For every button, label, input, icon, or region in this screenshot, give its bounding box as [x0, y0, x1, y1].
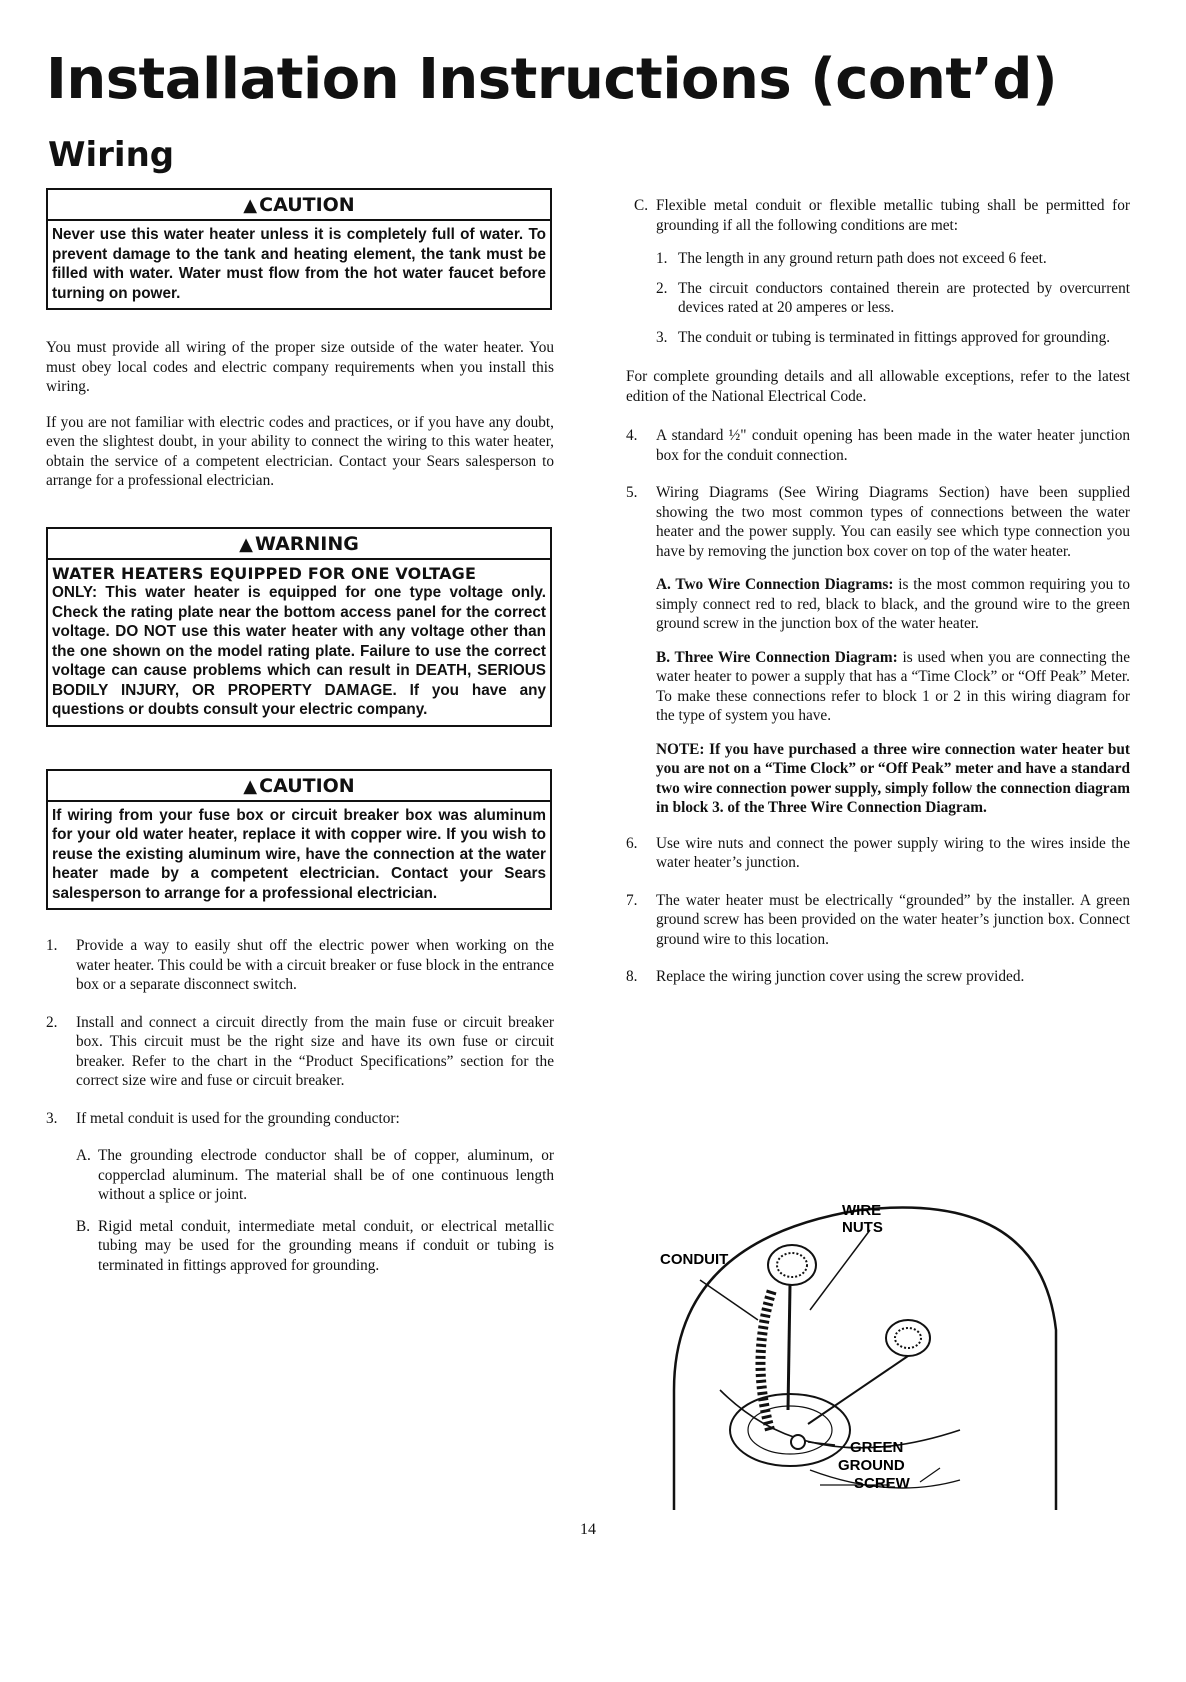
step-5-b-label: B. Three Wire Connection Diagram:: [656, 648, 898, 666]
step-text: Use wire nuts and connect the power supply wiring to the wires inside the water heater’s junction.: [656, 834, 1130, 871]
step-number: 1.: [46, 937, 58, 954]
sub-step-text: The grounding electrode conductor shall be of copper, aluminum, or copperclad aluminum. The material shall be of one continuous length without a splice or joint.: [98, 1147, 554, 1203]
page-number: 14: [580, 1521, 596, 1538]
warning-triangle-icon: ▲: [239, 533, 253, 555]
step-5-a-text: is the most common requiring you to simply connect red to red, black to black, and the ground wire to the green ground screw in the junction box of the water heater.: [656, 576, 1131, 632]
condition-text: The length in any ground return path does not exceed 6 feet.: [678, 250, 1047, 267]
step-6: [626, 834, 1130, 873]
step-text: A standard ½" conduit opening has been made in the water heater junction box for the conduit connection.: [656, 427, 1130, 464]
condition-1: [656, 249, 1130, 269]
warning-box: [46, 527, 552, 727]
grounding-note: For complete grounding details and all allowable exceptions, refer to the latest edition of the National Electrical Code.: [626, 368, 1130, 405]
tank-top-ellipse: [720, 1390, 960, 1448]
sub-step-letter: C.: [634, 197, 649, 214]
caution-heading: [48, 190, 550, 221]
sub-step-text: Flexible metal conduit or flexible metallic tubing shall be permitted for grounding if all the following conditions are met:: [656, 197, 1130, 234]
sub-step-letter: B.: [76, 1217, 91, 1235]
junction-box-inner: [748, 1406, 832, 1454]
step-3-a: [76, 1146, 554, 1205]
wire-nut-icon: [886, 1320, 930, 1356]
caution-heading-label: CAUTION: [259, 194, 355, 216]
step-3-c: [626, 196, 1130, 235]
step-3-b: [76, 1217, 554, 1276]
step-5-a-label: A. Two Wire Connection Diagrams:: [656, 576, 894, 593]
step-number: 6.: [626, 834, 638, 852]
warning-text: ONLY: This water heater is equipped for one type voltage only. Check the rating plate near the bottom access panel for the correct voltage. DO NOT use this water heater with any voltage other than the one shown on the model rating plate. Failure to use the correct voltage can cause problems which can result in DEATH, SERIOUS BODILY INJURY, OR PROPERTY DAMAGE. If you have any questions or doubts consult your electric company.: [52, 584, 546, 718]
step-text: Provide a way to easily shut off the electric power when working on the water heater. This could be with a circuit breaker or fuse block in the entrance box or a separate disconnect switch.: [76, 937, 554, 993]
step-text: The water heater must be electrically “grounded” by the installer. A green ground screw has been provided on the water heater’s junction box. Connect ground wire to this location.: [656, 891, 1130, 948]
step-8: [626, 967, 1130, 987]
wire-nut-icon: [768, 1245, 816, 1285]
caution-box-2: [46, 769, 552, 911]
step-number: 4.: [626, 427, 638, 444]
step-4: [626, 426, 1130, 465]
step-5-b-text: is used when you are connecting the water heater to power a supply that has a “Time Clock” or “Off Peak” Meter. To make these connections refer to block 1 or 2 in this wiring diagram for the type of system you have.: [656, 648, 1130, 724]
right-column: [626, 196, 1130, 987]
step-5: [626, 483, 1130, 561]
warning-heading-label: WARNING: [254, 532, 359, 555]
warning-lead: WATER HEATERS EQUIPPED FOR ONE VOLTAGE: [52, 563, 477, 583]
sub-step-letter: A.: [76, 1147, 91, 1164]
condition-number: 1.: [656, 250, 668, 267]
warning-triangle-icon: ▲: [243, 775, 258, 797]
ground-screw-icon: [791, 1435, 805, 1449]
condition-text: The circuit conductors contained therein are protected by overcurrent devices rated at 20 amperes or less.: [678, 279, 1130, 316]
condition-3: [656, 328, 1130, 348]
page-title: Installation Instructions (cont’d): [46, 47, 1058, 112]
section-title: Wiring: [48, 135, 175, 175]
warning-heading: [48, 529, 550, 560]
step-number: 5.: [626, 484, 638, 501]
step-text: If metal conduit is used for the grounding conductor:: [76, 1109, 400, 1127]
leader-line: [700, 1280, 758, 1320]
step-text: Replace the wiring junction cover using the screw provided.: [656, 968, 1025, 985]
warning-body: [48, 560, 550, 725]
caution-text: Never use this water heater unless it is completely full of water. To prevent damage to the tank and heating element, the tank must be filled with water. Water must flow from the hot water faucet before turning on power.: [52, 226, 546, 302]
figure-label-conduit: CONDUIT: [660, 1251, 729, 1268]
figure-label-ground: GROUND: [838, 1457, 905, 1474]
step-number: 2.: [46, 1013, 58, 1031]
water-heater-illustration: [660, 1180, 1110, 1510]
caution-heading-label: CAUTION: [259, 774, 355, 797]
figure-label-wire: WIRE: [842, 1202, 882, 1219]
caution-heading: [48, 771, 550, 802]
condition-number: 3.: [656, 328, 668, 346]
step-3: [46, 1109, 554, 1129]
warning-triangle-icon: ▲: [243, 195, 258, 216]
caution-text: If wiring from your fuse box or circuit breaker box was aluminum for your old water heater, replace it with copper wire. If you wish to reuse the existing aluminum wire, have the connection at the water heater made by a competent electrician. Contact your Sears salesperson to arrange for a professional electrician.: [52, 806, 546, 902]
water-heater-top-figure: [660, 1180, 1110, 1510]
step-5-note: NOTE: If you have purchased a three wire connection water heater but you are not on a “Time Clock” or “Off Peak” meter and have a standard two wire connection power supply, simply follow the connection diagram in block 3. of the Three Wire Connection Diagram.: [656, 740, 1130, 816]
intro-paragraph-2: If you are not familiar with electric codes and practices, or if you have any doubt, even the slightest doubt, in your ability to connect the wiring to this water heater, obtain the service of a competent electrician. Contact your Sears salesperson to arrange for a professional electrician.: [46, 413, 554, 489]
leader-line: [920, 1468, 940, 1482]
step-5-b: [656, 648, 1130, 726]
step-number: 3.: [46, 1109, 58, 1127]
caution-box-1: [46, 188, 552, 310]
condition-text: The conduit or tubing is terminated in fittings approved for grounding.: [678, 328, 1111, 346]
left-column: [46, 188, 554, 1275]
step-2: [46, 1013, 554, 1091]
step-number: 8.: [626, 968, 638, 985]
leader-line: [810, 1230, 870, 1310]
sub-step-text: Rigid metal conduit, intermediate metal conduit, or electrical metallic tubing may be used for the grounding means if conduit or tubing is terminated in fittings approved for grounding.: [98, 1217, 554, 1274]
figure-label-green: GREEN: [850, 1439, 904, 1456]
figure-label-screw: SCREW: [854, 1475, 910, 1492]
step-7: [626, 891, 1130, 950]
step-5-a: [656, 575, 1130, 634]
step-number: 7.: [626, 891, 638, 909]
step-1: [46, 936, 554, 995]
wire: [788, 1285, 790, 1410]
step-text: Install and connect a circuit directly from the main fuse or circuit breaker box. This circuit must be the right size and have its own fuse or circuit breaker. Refer to the chart in the “Product Specifications” section for the correct size wire and fuse or circuit breaker.: [76, 1013, 554, 1089]
figure-label-nuts: NUTS: [842, 1219, 883, 1236]
condition-number: 2.: [656, 279, 668, 297]
condition-2: [656, 279, 1130, 318]
wire: [808, 1356, 908, 1424]
intro-paragraph-1: You must provide all wiring of the proper size outside of the water heater. You must obey local codes and electric company requirements when you install this wiring.: [46, 339, 554, 395]
step-text: Wiring Diagrams (See Wiring Diagrams Section) have been supplied showing the two most common types of connections between the water heater and the power supply. You can easily see which type connection you have by removing the junction box cover on top of the water heater.: [656, 484, 1130, 560]
